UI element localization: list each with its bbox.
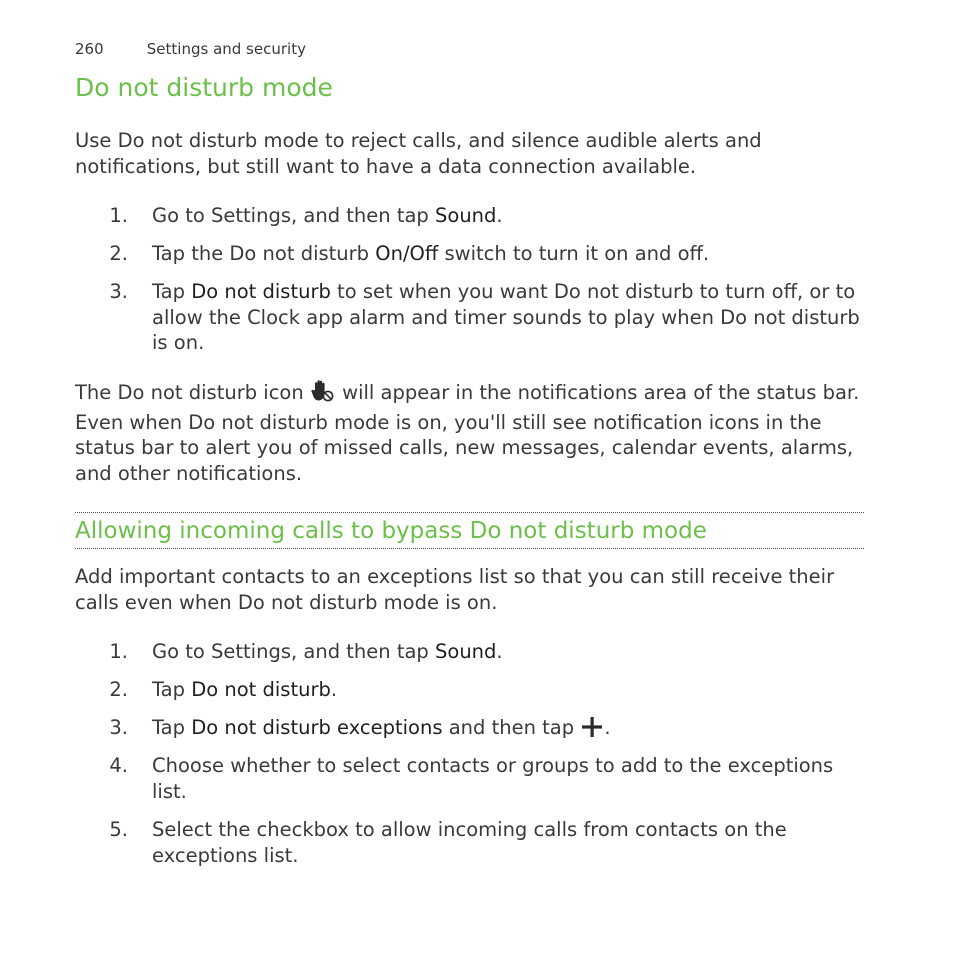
plus-icon [580,716,604,745]
ui-term: Sound [435,640,497,663]
note-paragraph: The Do not disturb icon will appear in the notifications area of the status bar. Even when Do not disturb mode is on, you'll still see notification icons in the status bar to alert you of missed calls, new messages, calendar events, alarms, and other notifications. [75,381,860,485]
section-name: Settings and security [146,40,306,58]
ui-term: Do not disturb exceptions [191,716,443,739]
section-title: Do not disturb mode [75,73,333,102]
do-not-disturb-hand-icon [310,379,336,410]
ui-term: On/Off [375,242,439,265]
intro-paragraph: Use Do not disturb mode to reject calls, and silence audible alerts and notifications, but still want to have a data connection available. [75,129,762,178]
ui-term: Do not disturb [191,280,331,303]
page-header [75,40,306,58]
ui-term: Sound [435,204,497,227]
divider [75,548,864,549]
subsection-title: Allowing incoming calls to bypass Do not disturb mode [75,518,707,544]
divider [75,512,864,513]
page-number: 260 [75,40,104,58]
ui-term: Do not disturb [191,678,331,701]
subsection-intro: Add important contacts to an exceptions list so that you can still receive their calls even when Do not disturb mode is on. [75,565,835,614]
